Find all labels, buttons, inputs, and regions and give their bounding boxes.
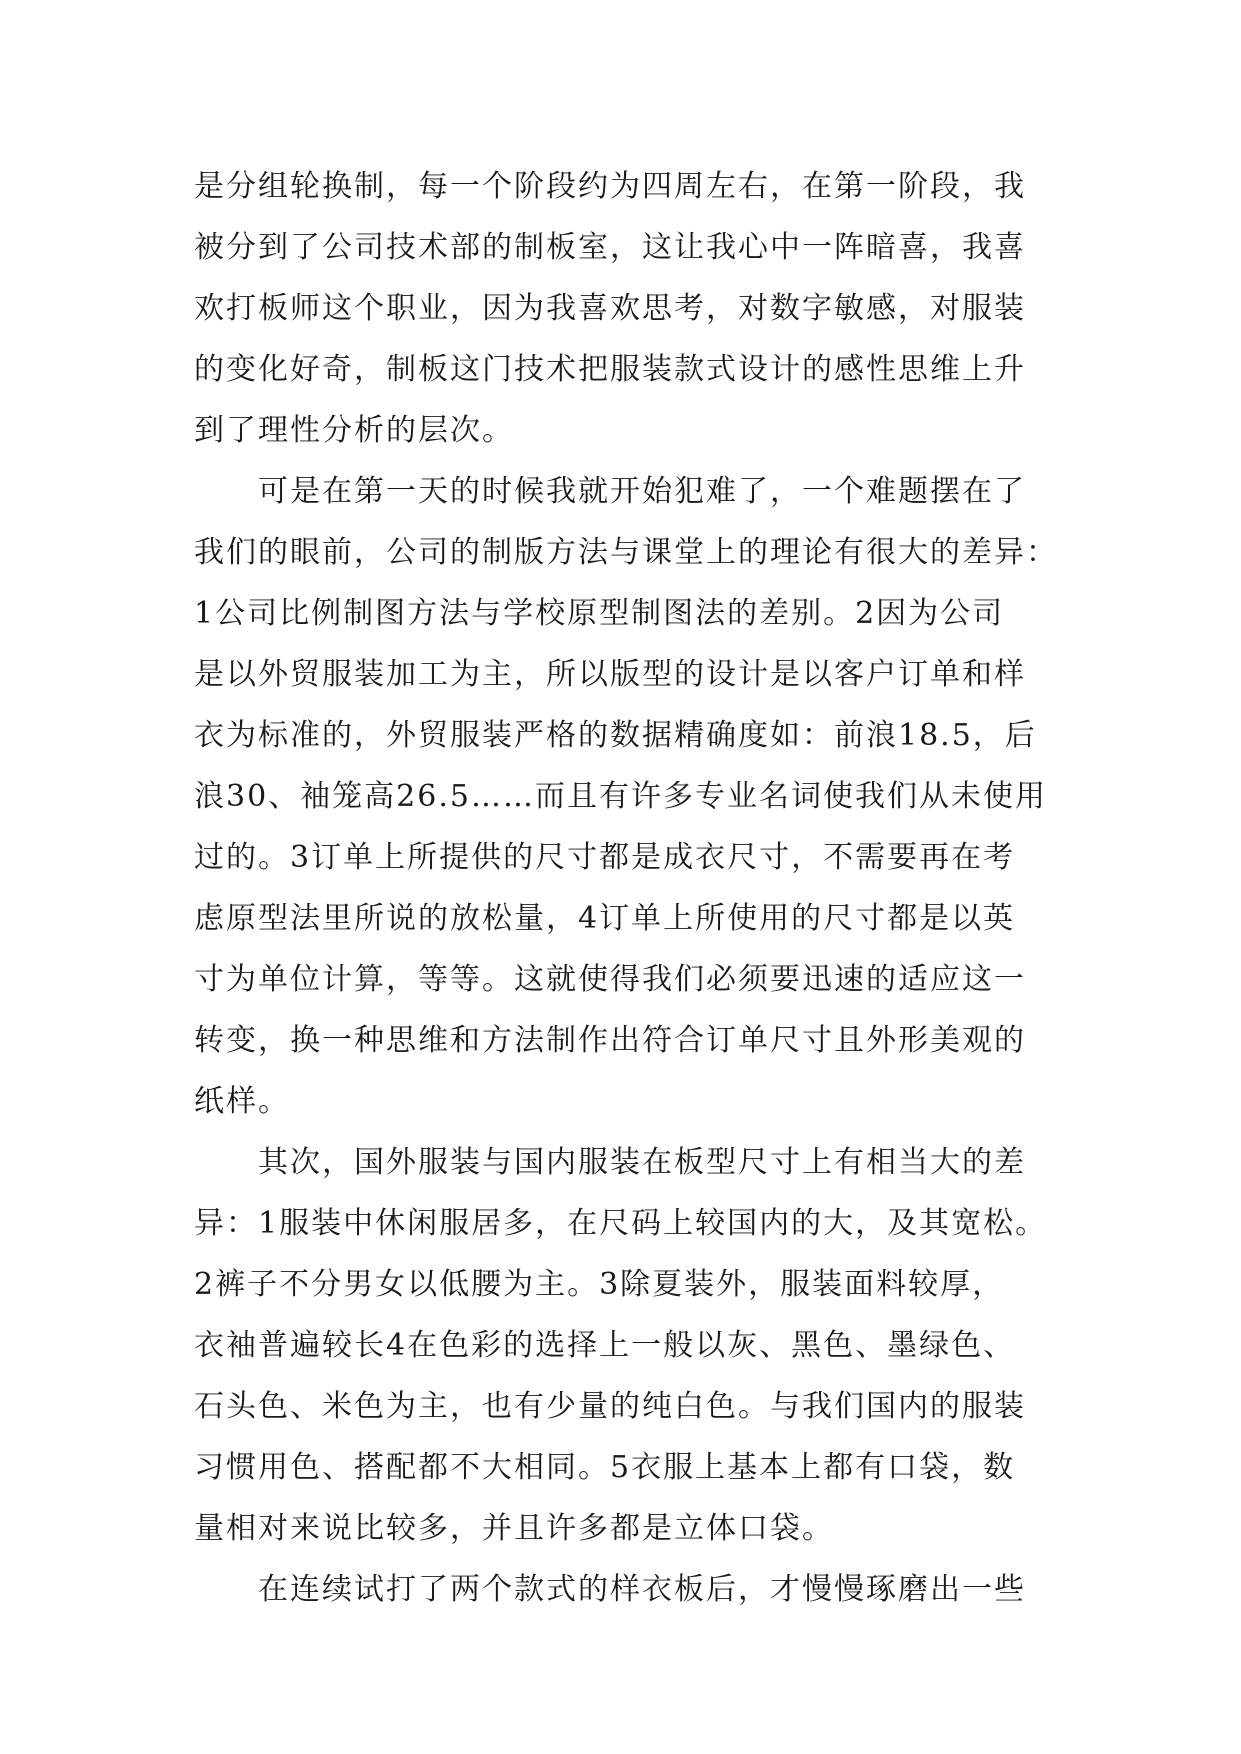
text-line: 习惯用色、搭配都不大相同。5衣服上基本上都有口袋，数 (194, 1450, 1016, 1485)
text-line: 转变，换一种思维和方法制作出符合订单尺寸且外形美观的 (194, 1023, 1026, 1058)
text-line: 石头色、米色为主，也有少量的纯白色。与我们国内的服装 (194, 1389, 1026, 1424)
text-line: 我们的眼前，公司的制版方法与课堂上的理论有很大的差异： (194, 535, 1058, 570)
text-line: 欢打板师这个职业，因为我喜欢思考，对数字敏感，对服装 (194, 291, 1026, 326)
text-line: 在连续试打了两个款式的样衣板后，才慢慢琢磨出一些 (258, 1572, 1026, 1607)
text-line: 可是在第一天的时候我就开始犯难了，一个难题摆在了 (258, 474, 1026, 509)
text-line: 是以外贸服装加工为主，所以版型的设计是以客户订单和样 (194, 657, 1026, 692)
text-line: 过的。3订单上所提供的尺寸都是成衣尺寸，不需要再在考 (194, 840, 1016, 875)
text-line: 1公司比例制图方法与学校原型制图法的差别。2因为公司 (194, 596, 1005, 631)
text-line: 量相对来说比较多，并且许多都是立体口袋。 (194, 1511, 834, 1546)
text-line: 衣为标准的，外贸服装严格的数据精确度如：前浪18.5，后 (194, 718, 1037, 753)
text-line: 衣袖普遍较长4在色彩的选择上一般以灰、黑色、墨绿色、 (194, 1328, 1016, 1363)
text-line: 2裤子不分男女以低腰为主。3除夏装外，服装面料较厚， (194, 1267, 1005, 1302)
text-line: 的变化好奇，制板这门技术把服装款式设计的感性思维上升 (194, 352, 1026, 387)
text-line: 其次，国外服装与国内服装在板型尺寸上有相当大的差 (258, 1145, 1026, 1180)
body-text (194, 156, 1064, 1620)
text-line: 到了理性分析的层次。 (194, 413, 514, 448)
text-line: 被分到了公司技术部的制板室，这让我心中一阵暗喜，我喜 (194, 230, 1026, 265)
text-line: 纸样。 (194, 1084, 290, 1119)
text-line: 异：1服装中休闲服居多，在尺码上较国内的大，及其宽松。 (194, 1206, 1048, 1241)
text-line: 浪30、袖笼高26.5……而且有许多专业名词使我们从未使用 (194, 779, 1047, 814)
text-line: 寸为单位计算，等等。这就使得我们必须要迅速的适应这一 (194, 962, 1026, 997)
text-line: 虑原型法里所说的放松量，4订单上所使用的尺寸都是以英 (194, 901, 1016, 936)
text-line: 是分组轮换制，每一个阶段约为四周左右，在第一阶段，我 (194, 169, 1026, 204)
